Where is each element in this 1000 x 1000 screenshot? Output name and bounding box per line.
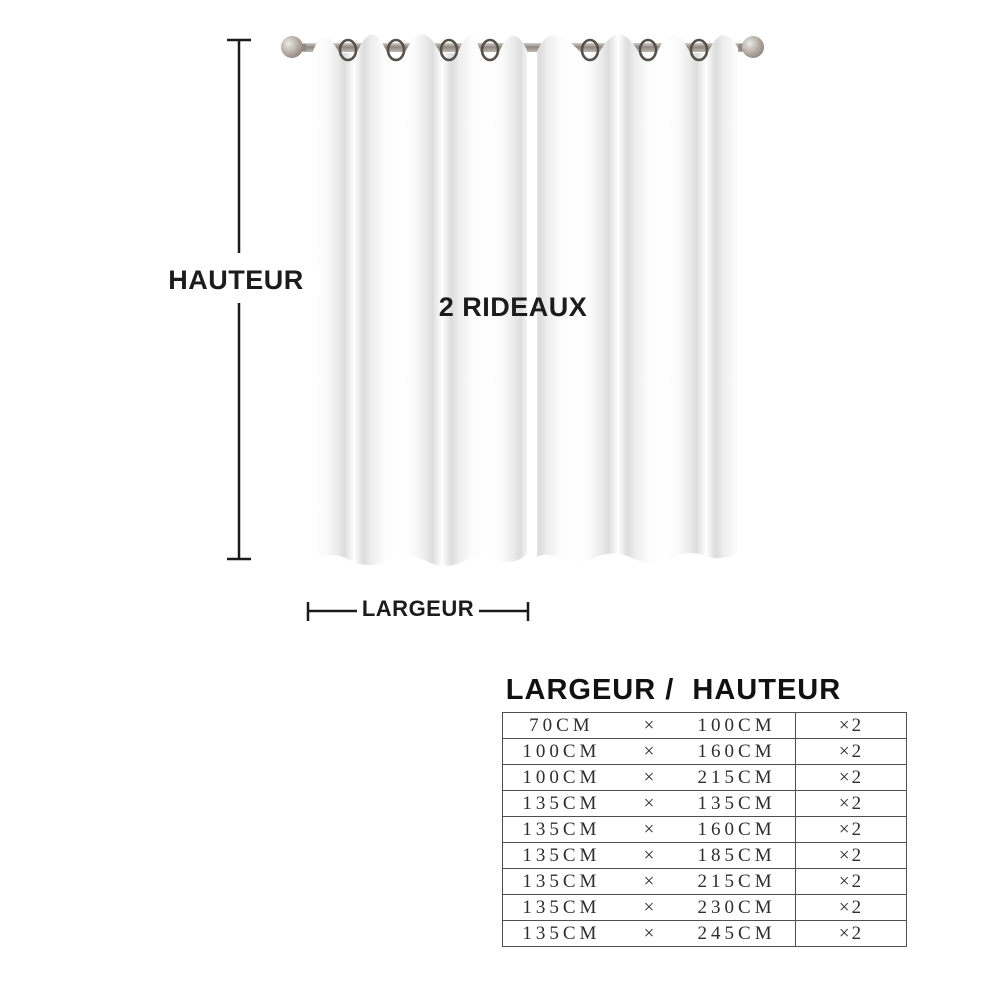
largeur-value: 135CM [522,896,601,918]
largeur-value: 135CM [522,870,601,892]
quantity-cell: ×2 [796,895,907,921]
size-table [502,712,907,947]
multiply-sign: × [643,818,655,840]
multiply-sign: × [643,844,655,866]
size-table-row [503,921,907,947]
hauteur-value: 160CM [697,818,776,840]
size-table-row [503,713,907,739]
size-dimensions-cell [503,817,796,843]
quantity-cell: ×2 [796,817,907,843]
largeur-value: 135CM [522,844,601,866]
largeur-label: LARGEUR [357,595,479,623]
size-dimensions-cell [503,869,796,895]
size-dimensions-cell [503,921,796,947]
hauteur-label: HAUTEUR [152,266,320,296]
largeur-value: 100CM [522,740,601,762]
size-dimensions-cell [503,843,796,869]
size-table-row [503,791,907,817]
hauteur-measure-line [227,40,251,559]
multiply-sign: × [643,922,655,944]
quantity-cell: ×2 [796,843,907,869]
hauteur-value: 215CM [697,870,776,892]
size-table-row [503,843,907,869]
largeur-value: 135CM [522,922,601,944]
quantity-cell: ×2 [796,739,907,765]
multiply-sign: × [643,870,655,892]
multiply-sign: × [643,714,655,736]
hauteur-value: 135CM [697,792,776,814]
multiply-sign: × [643,896,655,918]
quantity-cell: ×2 [796,713,907,739]
rod-finial-left [281,36,303,58]
size-table-row [503,869,907,895]
largeur-value: 70CM [529,714,594,736]
hauteur-value: 160CM [697,740,776,762]
size-table-row [503,739,907,765]
multiply-sign: × [643,766,655,788]
rod-finial-right [742,36,764,58]
largeur-value: 100CM [522,766,601,788]
hauteur-value: 230CM [697,896,776,918]
size-dimensions-cell [503,765,796,791]
rideaux-count-label: 2 RIDEAUX [438,292,588,322]
largeur-value: 135CM [522,818,601,840]
multiply-sign: × [643,792,655,814]
size-table-title: LARGEUR / HAUTEUR [505,674,842,706]
hauteur-value: 245CM [697,922,776,944]
size-table-row [503,817,907,843]
size-table-row [503,895,907,921]
quantity-cell: ×2 [796,791,907,817]
quantity-cell: ×2 [796,765,907,791]
hauteur-value: 215CM [697,766,776,788]
size-dimensions-cell [503,713,796,739]
size-dimensions-cell [503,791,796,817]
size-dimensions-cell [503,739,796,765]
quantity-cell: ×2 [796,921,907,947]
multiply-sign: × [643,740,655,762]
size-dimensions-cell [503,895,796,921]
largeur-value: 135CM [522,792,601,814]
size-table-row [503,765,907,791]
quantity-cell: ×2 [796,869,907,895]
hauteur-value: 100CM [697,714,776,736]
hauteur-value: 185CM [697,844,776,866]
